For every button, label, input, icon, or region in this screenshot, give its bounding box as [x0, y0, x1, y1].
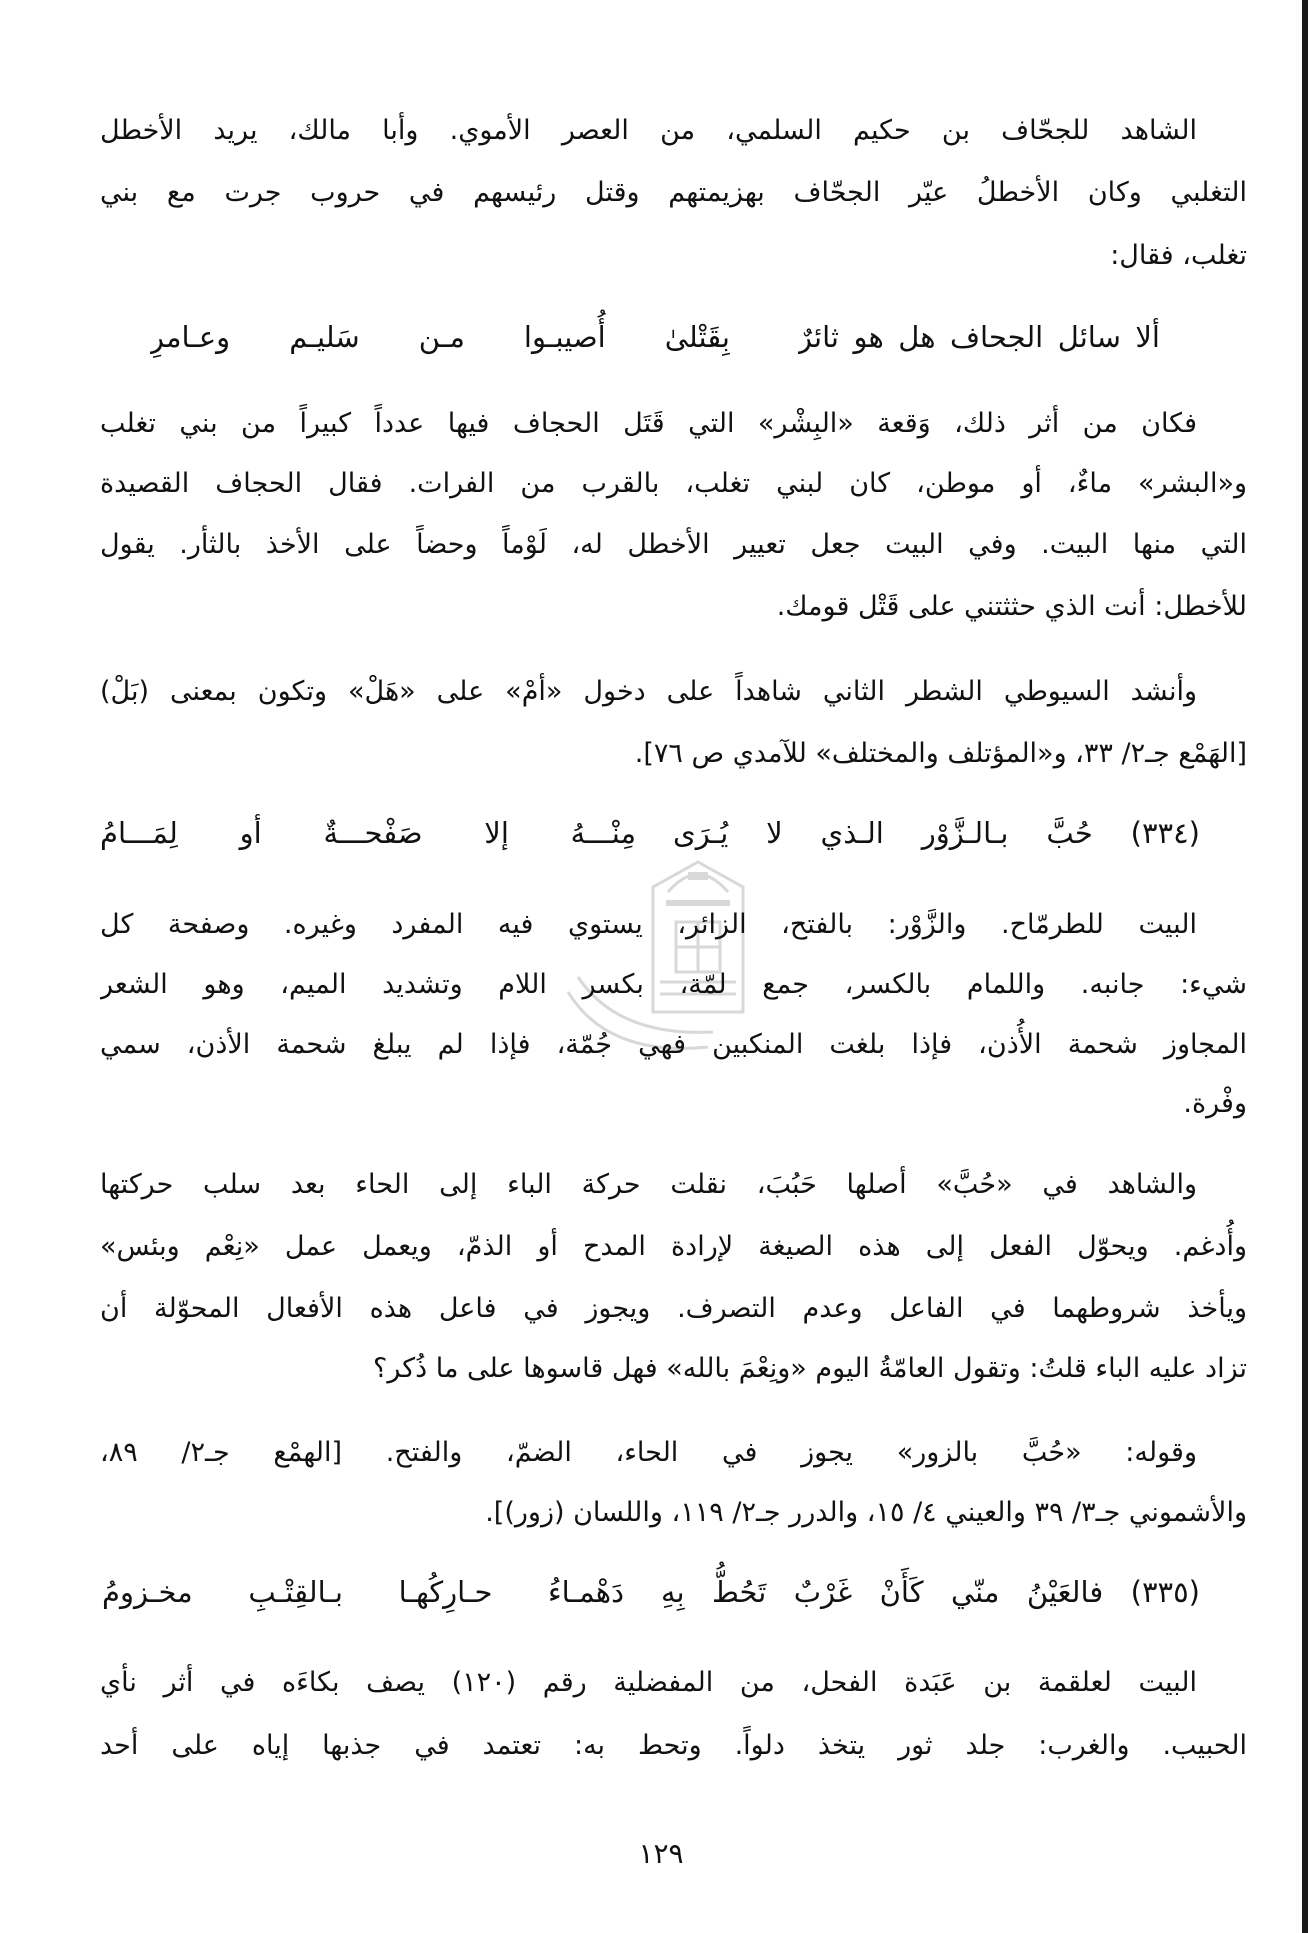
paragraph-2-line-2: و«البشر» ماءٌ، أو موطن، كان لبني تغلب، بالقرب من الفرات. فقال الحجاف القصيدة [100, 468, 1247, 499]
paragraph-3-line-1: وأنشد السيوطي الشطر الثاني شاهداً على دخول «أمْ» على «هَلْ» وتكون بمعنى (بَلْ) [100, 676, 1197, 707]
verse-335-second-hemistich: دَهْمـاءُ حـارِكُهـا بـالقِتْـبِ مخـزومُ [102, 1575, 624, 1609]
paragraph-4-line-3: المجاوز شحمة الأُذن، فإذا بلغت المنكبين فهي جُمّة، فإذا لم يبلغ شحمة الأذن، سمي [100, 1029, 1247, 1060]
page-number: ١٢٩ [638, 1837, 684, 1870]
paragraph-2-line-3: التي منها البيت. وفي البيت جعل تعيير الأخطل له، لَوْماً وحضاً على الأخذ بالثأر. يقول [100, 529, 1247, 560]
paragraph-1-line-3: تغلب، فقال: [1110, 240, 1247, 271]
paragraph-5-line-2: وأُدغم. ويحوّل الفعل إلى هذه الصيغة لإرادة المدح أو الذمّ، ويعمل عمل «نِعْم وبئس» [100, 1231, 1247, 1262]
verse-334 [0, 802, 1308, 864]
verse-1 [0, 306, 1308, 368]
paragraph-7-line-1: البيت لعلقمة بن عَبَدة الفحل، من المفضلية رقم (١٢٠) يصف بكاءَه في أثر نأي [100, 1667, 1197, 1698]
paragraph-5-line-3: ويأخذ شروطهما في الفاعل وعدم التصرف. ويجوز في فاعل هذه الأفعال المحوّلة أن [100, 1293, 1247, 1324]
paragraph-1-line-2: التغلبي وكان الأخطلُ عيّر الجحّاف بهزيمتهم وقتل رئيسهم في حروب جرت مع بني [100, 177, 1247, 208]
paragraph-2-line-4: للأخطل: أنت الذي حثثتني على قَتْل قومك. [776, 591, 1247, 622]
paragraph-4-line-4: وفْرة. [1183, 1088, 1247, 1119]
paragraph-2-line-1: فكان من أثر ذلك، وَقعة «البِشْر» التي قَتَل الحجاف فيها عدداً كبيراً من بني تغلب [100, 408, 1197, 439]
paragraph-4-line-1: البيت للطرمّاح. والزَّوْر: بالفتح، الزائر، يستوي فيه المفرد وغيره. وصفحة كل [100, 909, 1197, 940]
verse-1-first-hemistich: ألا سائل الجحاف هل هو ثائرٌ [798, 320, 1160, 354]
verse-335 [0, 1561, 1308, 1623]
verse-1-second-hemistich: بِقَتْلىٰ أُصيبـوا مـن سَليـم وعـامرِ [150, 320, 730, 354]
verse-335-first-hemistich: (٣٣٥) فالعَيْنُ منّي كَأَنْ غَرْبٌ تَحُطُّ بِهِ [661, 1575, 1200, 1609]
paragraph-6-line-2: والأشموني جـ٣/ ٣٩ والعيني ٤/ ١٥، والدرر جـ٢/ ١١٩، واللسان (زور)]. [485, 1497, 1247, 1528]
paragraph-5-line-1: والشاهد في «حُبَّ» أصلها حَبُبَ، نقلت حركة الباء إلى الحاء بعد سلب حركتها [100, 1169, 1197, 1200]
paragraph-3-line-2: [الهَمْع جـ٢/ ٣٣، و«المؤتلف والمختلف» للآمدي ص ٧٦]. [634, 738, 1247, 769]
paragraph-7-line-2: الحبيب. والغرب: جلد ثور يتخذ دلواً. وتحط به: تعتمد في جذبها إياه على أحد [100, 1730, 1247, 1761]
verse-334-second-hemistich: مِنْـــهُ إلا صَفْحـــةٌ أو لِمَـــامُ [100, 816, 636, 850]
paragraph-6-line-1: وقوله: «حُبَّ بالزور» يجوز في الحاء، الضمّ، والفتح. [الهمْع جـ٢/ ٨٩، [100, 1437, 1197, 1468]
scan-border [1302, 0, 1308, 1933]
paragraph-5-line-4: تزاد عليه الباء قلتُ: وتقول العامّةُ اليوم «ونِعْمَ بالله» فهل قاسوها على ما ذُكر؟ [373, 1353, 1247, 1384]
paragraph-4-line-2: شيء: جانبه. واللمام بالكسر، جمع لمّة، بكسر اللام وتشديد الميم، وهو الشعر [100, 969, 1247, 1000]
verse-334-first-hemistich: (٣٣٤) حُبَّ بـالـزَّوْر الـذي لا يُـرَى [673, 816, 1200, 850]
paragraph-1-line-1: الشاهد للجحّاف بن حكيم السلمي، من العصر الأموي. وأبا مالك، يريد الأخطل [100, 115, 1197, 146]
